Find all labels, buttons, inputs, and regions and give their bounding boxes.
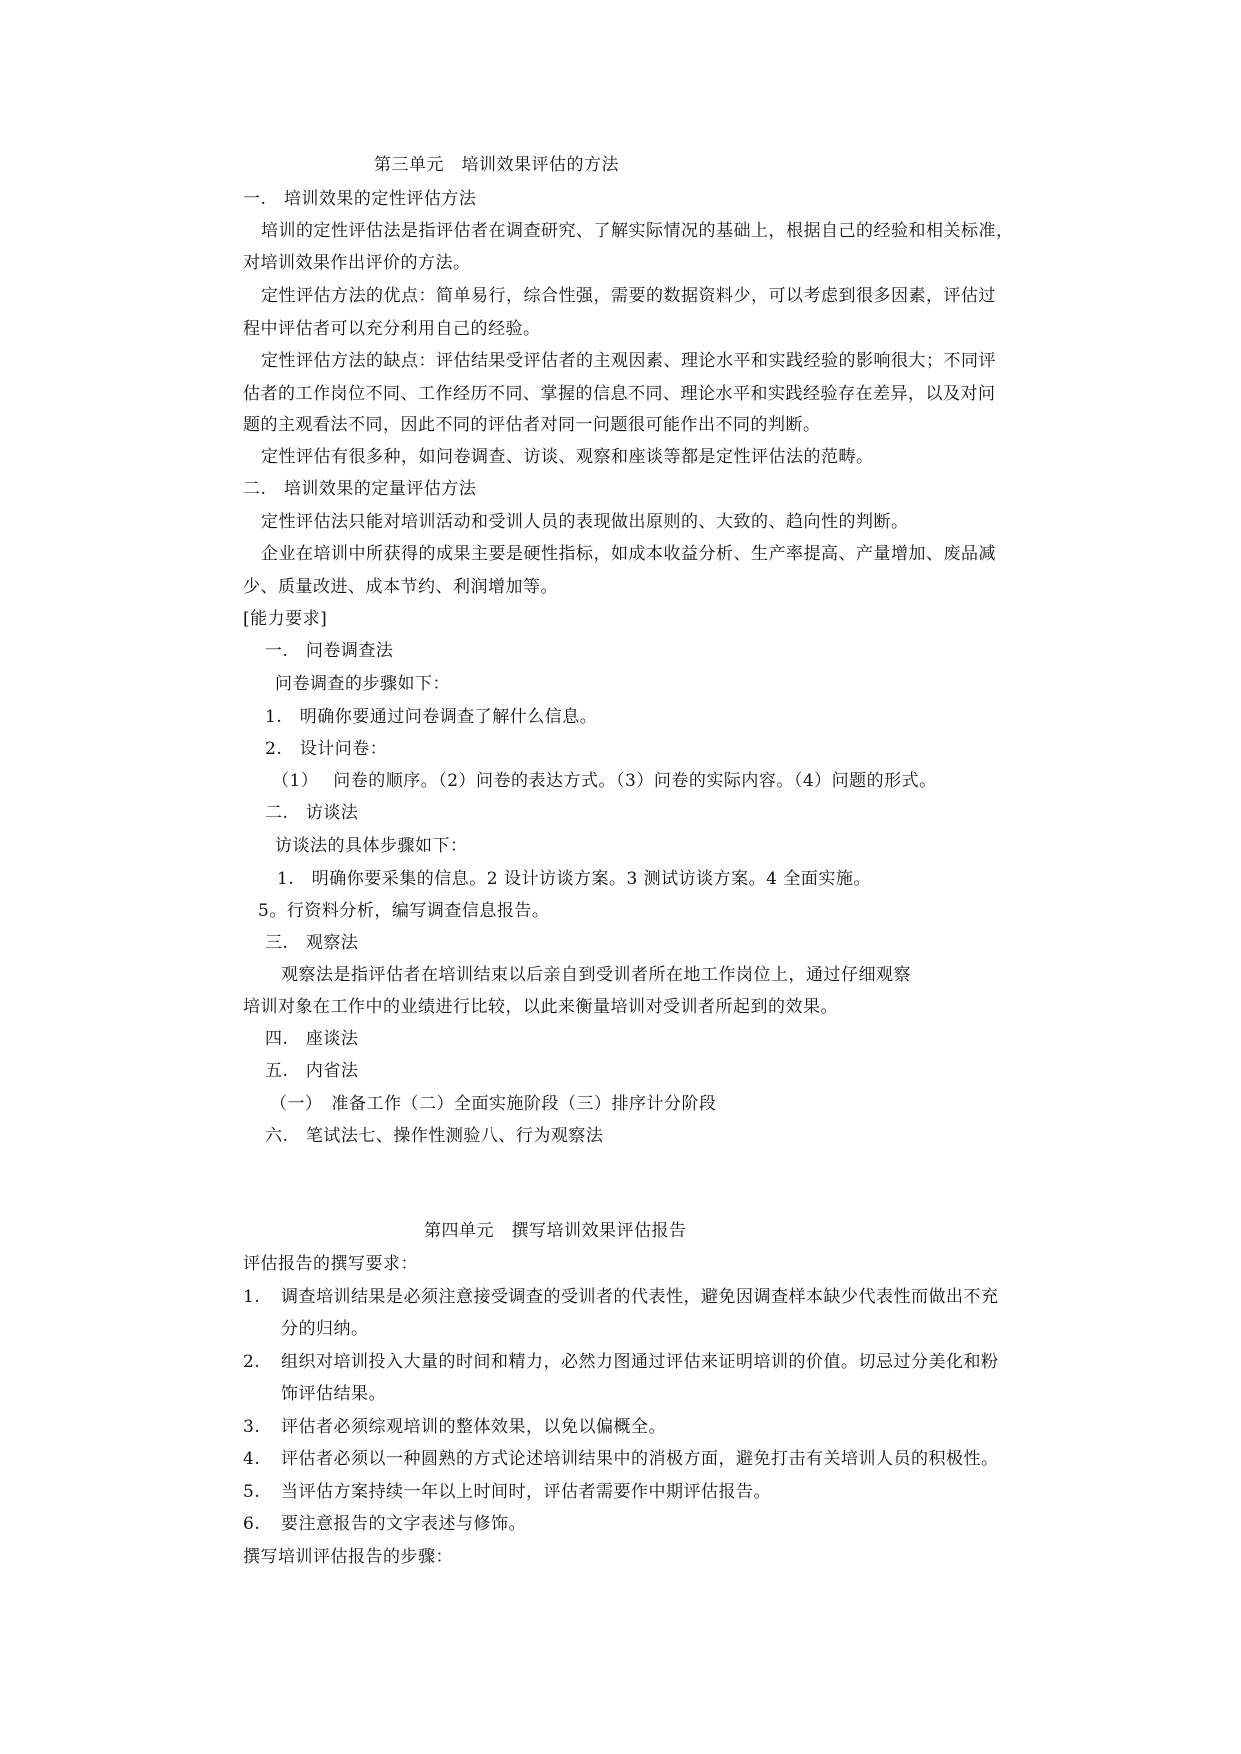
method2-intro: 访谈法的具体步骤如下： [275,836,468,856]
list-item: 当评估方案持续一年以上时间时，评估者需要作中期评估报告。 [281,1482,771,1502]
method1-step: 1. 明确你要通过问卷调查了解什么信息。 [265,707,598,727]
list-item: 要注意报告的文字表述与修饰。 [281,1514,526,1534]
paragraph-line: 估者的工作岗位不同、工作经历不同、掌握的信息不同、理论水平和实践经验存在差异，以及对问 [243,384,996,404]
list-number: 3. [243,1417,261,1437]
list-item: 分的归纳。 [281,1319,369,1339]
paragraph-line: 对培训效果作出评价的方法。 [243,253,471,273]
section1-heading: 一. 培训效果的定性评估方法 [243,189,477,209]
method2-steps: 1. 明确你要采集的信息。2 设计访谈方案。3 测试访谈方案。4 全面实施。 [277,869,871,889]
method6-heading: 六. 笔试法七、操作性测验八、行为观察法 [265,1126,604,1146]
method5-heading: 五. 内省法 [265,1061,359,1081]
list-item: 组织对培训投入大量的时间和精力，必然力图通过评估来证明培训的价值。切忌过分美化和粉 [281,1352,999,1372]
method4-heading: 四. 座谈法 [265,1029,359,1049]
list-item: 评估者必须以一种圆熟的方式论述培训结果中的消极方面，避免打击有关培训人员的积极性。 [281,1449,999,1469]
method1-heading: 一. 问卷调查法 [265,641,394,661]
method5-detail: （一） 准备工作（二）全面实施阶段（三）排序计分阶段 [270,1094,717,1114]
ability-heading: [能力要求] [243,609,328,629]
paragraph-line: 少、质量改进、成本节约、利润增加等。 [243,577,558,597]
list-number: 2. [243,1352,261,1372]
list-number: 4. [243,1449,261,1469]
list-number: 5. [243,1482,261,1502]
paragraph-line: 题的主观看法不同，因此不同的评估者对同一问题很可能作出不同的判断。 [243,415,821,435]
steps-heading: 撰写培训评估报告的步骤： [243,1547,453,1567]
method1-step-detail: （1） 问卷的顺序。（2）问卷的表达方式。（3）问卷的实际内容。（4）问题的形式。 [272,771,937,791]
list-number: 6. [243,1514,261,1534]
section2-heading: 二. 培训效果的定量评估方法 [243,479,477,499]
unit4-title: 第四单元 撰写培训效果评估报告 [424,1221,687,1241]
list-item: 饰评估结果。 [281,1384,386,1404]
paragraph-line: 观察法是指评估者在培训结束以后亲自到受训者所在地工作岗位上，通过仔细观察 [281,965,911,985]
list-number: 1. [243,1287,261,1307]
paragraph-line: 培训的定性评估法是指评估者在调查研究、了解实际情况的基础上，根据自己的经验和相关标准， [261,221,1014,241]
method2-step5: 5。行资料分析，编写调查信息报告。 [258,901,550,921]
method3-heading: 三. 观察法 [265,933,359,953]
paragraph-line: 程中评估者可以充分利用自己的经验。 [243,319,541,339]
requirements-heading: 评估报告的撰写要求： [243,1254,418,1274]
paragraph-line: 定性评估方法的缺点：评估结果受评估者的主观因素、理论水平和实践经验的影响很大；不同评 [261,351,996,371]
paragraph-line: 培训对象在工作中的业绩进行比较，以此来衡量培训对受训者所起到的效果。 [243,997,838,1017]
method1-step: 2. 设计问卷： [265,739,388,759]
paragraph-line: 企业在培训中所获得的成果主要是硬性指标，如成本收益分析、生产率提高、产量增加、废品减 [261,544,996,564]
paragraph-line: 定性评估法只能对培训活动和受训人员的表现做出原则的、大致的、趋向性的判断。 [261,512,909,532]
paragraph-line: 定性评估方法的优点：简单易行，综合性强，需要的数据资料少，可以考虑到很多因素，评估过 [261,286,996,306]
list-item: 调查培训结果是必须注意接受调查的受训者的代表性，避免因调查样本缺少代表性而做出不充 [281,1287,999,1307]
unit3-title: 第三单元 培训效果评估的方法 [374,155,619,175]
paragraph-line: 定性评估有很多种，如问卷调查、访谈、观察和座谈等都是定性评估法的范畴。 [261,447,874,467]
method2-heading: 二. 访谈法 [265,803,359,823]
method1-intro: 问卷调查的步骤如下： [275,674,450,694]
list-item: 评估者必须综观培训的整体效果，以免以偏概全。 [281,1417,666,1437]
